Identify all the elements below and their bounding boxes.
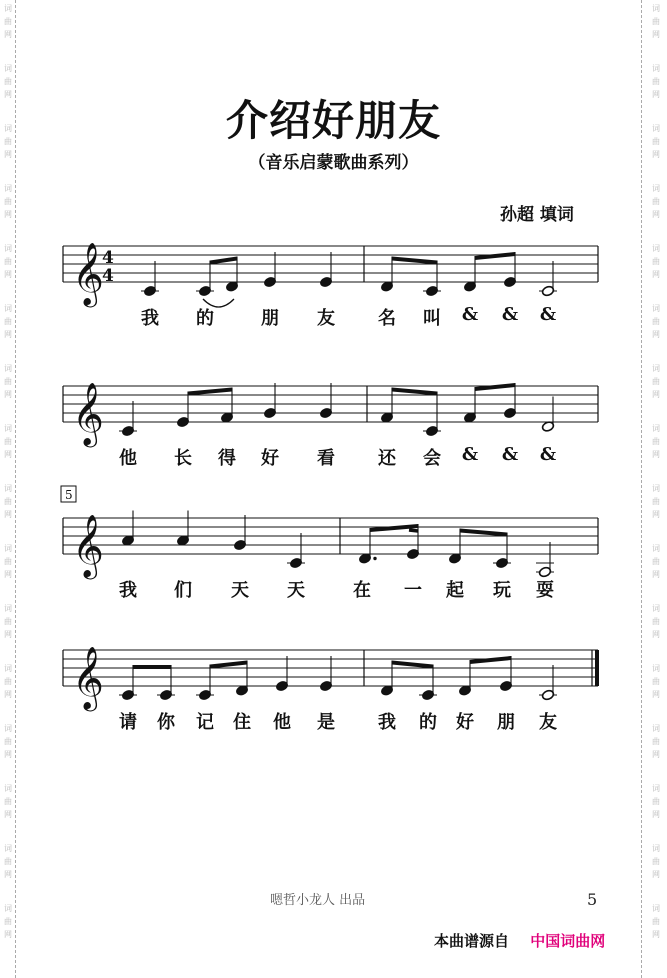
watermark-char: 网 (4, 810, 12, 819)
watermark-char: 曲 (652, 137, 660, 146)
watermark-char: 网 (4, 510, 12, 519)
watermark-char: 曲 (4, 557, 12, 566)
watermark-char: 网 (4, 450, 12, 459)
watermark-char: 网 (652, 450, 660, 459)
watermark-char: 网 (4, 270, 12, 279)
lyric-syllable: 我 (378, 712, 396, 733)
final-barline (595, 650, 599, 686)
watermark-char: 网 (652, 690, 660, 699)
note-beam (392, 388, 437, 396)
note-beam (188, 388, 232, 396)
watermark-char: 曲 (652, 257, 660, 266)
watermark-char: 曲 (652, 77, 660, 86)
watermark-char: 词 (4, 4, 12, 13)
lyric-syllable: 在 (353, 580, 371, 601)
watermark-char: 曲 (652, 377, 660, 386)
watermark-char: 词 (652, 304, 660, 313)
watermark-char: 词 (652, 784, 660, 793)
lyricist-credit: 孙超 填词 (500, 205, 574, 225)
treble-clef: 𝄞 (72, 646, 104, 709)
lyric-syllable: 得 (218, 448, 236, 469)
lyric-syllable: 名 (378, 308, 396, 329)
watermark-char: 曲 (4, 617, 12, 626)
lyric-syllable: 好 (456, 712, 474, 733)
watermark-char: 曲 (652, 857, 660, 866)
lyric-syllable: 天 (287, 580, 305, 601)
watermark-char: 网 (4, 690, 12, 699)
watermark-char: 词 (652, 244, 660, 253)
lyric-syllable: 玩 (493, 580, 511, 601)
watermark-char: 曲 (4, 437, 12, 446)
time-signature-bottom: 4 (102, 266, 114, 286)
watermark-char: 词 (652, 4, 660, 13)
watermark-char: 词 (652, 424, 660, 433)
lyric-syllable: 还 (378, 448, 396, 469)
watermark-char: 网 (4, 630, 12, 639)
watermark-char: 网 (652, 930, 660, 939)
treble-clef: 𝄞 (72, 242, 104, 305)
lyric-syllable: 我 (119, 580, 137, 601)
lyric-syllable: 的 (196, 308, 214, 329)
watermark-char: 词 (4, 904, 12, 913)
note-beam (475, 252, 515, 260)
lyric-syllable: & (461, 304, 479, 325)
lyric-syllable: 朋 (261, 308, 279, 329)
watermark-char: 网 (4, 390, 12, 399)
watermark-char: 词 (4, 664, 12, 673)
note-beam (475, 383, 515, 391)
watermark-char: 词 (4, 64, 12, 73)
watermark-char: 网 (652, 150, 660, 159)
watermark-char: 曲 (652, 677, 660, 686)
watermark-char: 网 (4, 210, 12, 219)
watermark-char: 网 (4, 750, 12, 759)
watermark-char: 曲 (652, 737, 660, 746)
song-title: 介绍好朋友 (225, 96, 441, 145)
watermark-char: 网 (652, 390, 660, 399)
lyric-syllable: 会 (423, 448, 441, 469)
measure-number: 5 (65, 488, 73, 502)
watermark-char: 词 (4, 784, 12, 793)
watermark-char: 网 (652, 90, 660, 99)
page-number: 5 (587, 890, 598, 909)
note-beam (133, 665, 171, 669)
note-beam (210, 661, 247, 669)
watermark-char: 词 (4, 424, 12, 433)
watermark-char: 词 (652, 664, 660, 673)
lyric-syllable: 他 (119, 448, 137, 469)
watermark-char: 网 (652, 870, 660, 879)
watermark-char: 网 (652, 30, 660, 39)
lyric-syllable: 记 (196, 712, 214, 733)
lyric-syllable: 耍 (536, 580, 554, 601)
watermark-char: 词 (652, 604, 660, 613)
watermark-char: 词 (4, 544, 12, 553)
lyric-syllable: 一 (404, 580, 422, 601)
source-label: 本曲谱源自 (434, 932, 510, 950)
watermark-char: 网 (4, 90, 12, 99)
watermark-char: 词 (4, 124, 12, 133)
lyric-syllable: & (501, 304, 519, 325)
watermark-char: 词 (652, 844, 660, 853)
lyric-syllable: 你 (157, 712, 175, 733)
watermark-char: 曲 (4, 917, 12, 926)
treble-clef: 𝄞 (72, 382, 104, 445)
lyric-syllable: 好 (261, 448, 279, 469)
note-beam (210, 257, 237, 265)
lyric-syllable: 朋 (497, 712, 515, 733)
watermark-char: 词 (4, 364, 12, 373)
lyric-syllable: & (461, 444, 479, 465)
watermark-char: 词 (4, 184, 12, 193)
watermark-char: 词 (652, 724, 660, 733)
lyric-syllable: & (501, 444, 519, 465)
watermark-char: 曲 (4, 77, 12, 86)
lyric-syllable: 叫 (423, 308, 441, 329)
augmentation-dot (373, 557, 376, 560)
lyric-syllable: 我 (141, 308, 159, 329)
watermark-char: 词 (652, 904, 660, 913)
lyric-syllable: 们 (174, 580, 192, 601)
watermark-char: 网 (652, 330, 660, 339)
watermark-char: 词 (4, 484, 12, 493)
watermark-char: 网 (652, 810, 660, 819)
watermark-char: 曲 (652, 197, 660, 206)
watermark-char: 网 (652, 510, 660, 519)
watermark-char: 曲 (4, 497, 12, 506)
watermark-char: 曲 (652, 437, 660, 446)
treble-clef: 𝄞 (72, 514, 104, 577)
watermark-char: 词 (652, 544, 660, 553)
watermark-char: 曲 (4, 857, 12, 866)
watermark-char: 网 (652, 750, 660, 759)
lyric-syllable: 长 (174, 448, 192, 469)
watermark-char: 网 (4, 330, 12, 339)
lyric-syllable: 是 (317, 712, 335, 733)
watermark-char: 词 (4, 724, 12, 733)
time-signature-top: 4 (102, 248, 114, 268)
watermark-char: 曲 (652, 617, 660, 626)
publisher-credit: 嗯哲小龙人 出品 (270, 893, 366, 908)
sixteenth-beam (409, 530, 418, 531)
watermark-char: 词 (652, 364, 660, 373)
watermark-char: 曲 (652, 497, 660, 506)
lyric-syllable: 看 (317, 448, 335, 469)
lyric-syllable: 住 (233, 712, 251, 733)
watermark-char: 词 (652, 64, 660, 73)
watermark-char: 曲 (652, 557, 660, 566)
watermark-char: 词 (4, 844, 12, 853)
lyric-syllable: 的 (419, 712, 437, 733)
watermark-char: 曲 (4, 17, 12, 26)
song-subtitle: （音乐启蒙歌曲系列） (248, 153, 419, 173)
watermark-char: 词 (652, 184, 660, 193)
source-attribution (434, 930, 605, 951)
watermark-char: 曲 (4, 197, 12, 206)
lyric-syllable: 起 (446, 580, 464, 601)
note-beam (470, 656, 511, 664)
lyric-syllable: 天 (231, 580, 249, 601)
lyric-syllable: & (539, 444, 557, 465)
watermark-char: 曲 (4, 257, 12, 266)
watermark-char: 网 (4, 930, 12, 939)
watermark-char: 曲 (4, 377, 12, 386)
lyric-syllable: 请 (119, 712, 137, 733)
watermark-char: 曲 (652, 917, 660, 926)
watermark-char: 曲 (4, 797, 12, 806)
source-site-link[interactable]: 中国词曲网 (530, 932, 606, 950)
watermark-char: 网 (4, 570, 12, 579)
watermark-char: 词 (652, 484, 660, 493)
note-beam (460, 529, 507, 537)
watermark-char: 曲 (652, 17, 660, 26)
watermark-char: 网 (4, 30, 12, 39)
watermark-char: 词 (4, 304, 12, 313)
note-beam (392, 661, 433, 669)
lyric-syllable: 友 (317, 308, 335, 329)
watermark-char: 曲 (4, 137, 12, 146)
lyric-syllable: 友 (539, 712, 557, 733)
note-beam (392, 257, 437, 265)
watermark-char: 词 (4, 604, 12, 613)
lyric-syllable: 他 (273, 712, 291, 733)
watermark-char: 曲 (4, 317, 12, 326)
watermark-char: 词 (652, 124, 660, 133)
watermark-char: 网 (652, 570, 660, 579)
watermark-char: 词 (4, 244, 12, 253)
watermark-char: 曲 (652, 797, 660, 806)
watermark-char: 网 (4, 870, 12, 879)
watermark-char: 曲 (4, 677, 12, 686)
lyric-syllable: & (539, 304, 557, 325)
watermark-char: 网 (652, 210, 660, 219)
watermark-char: 曲 (652, 317, 660, 326)
watermark-char: 网 (4, 150, 12, 159)
watermark-char: 网 (652, 270, 660, 279)
watermark-char: 网 (652, 630, 660, 639)
watermark-char: 曲 (4, 737, 12, 746)
